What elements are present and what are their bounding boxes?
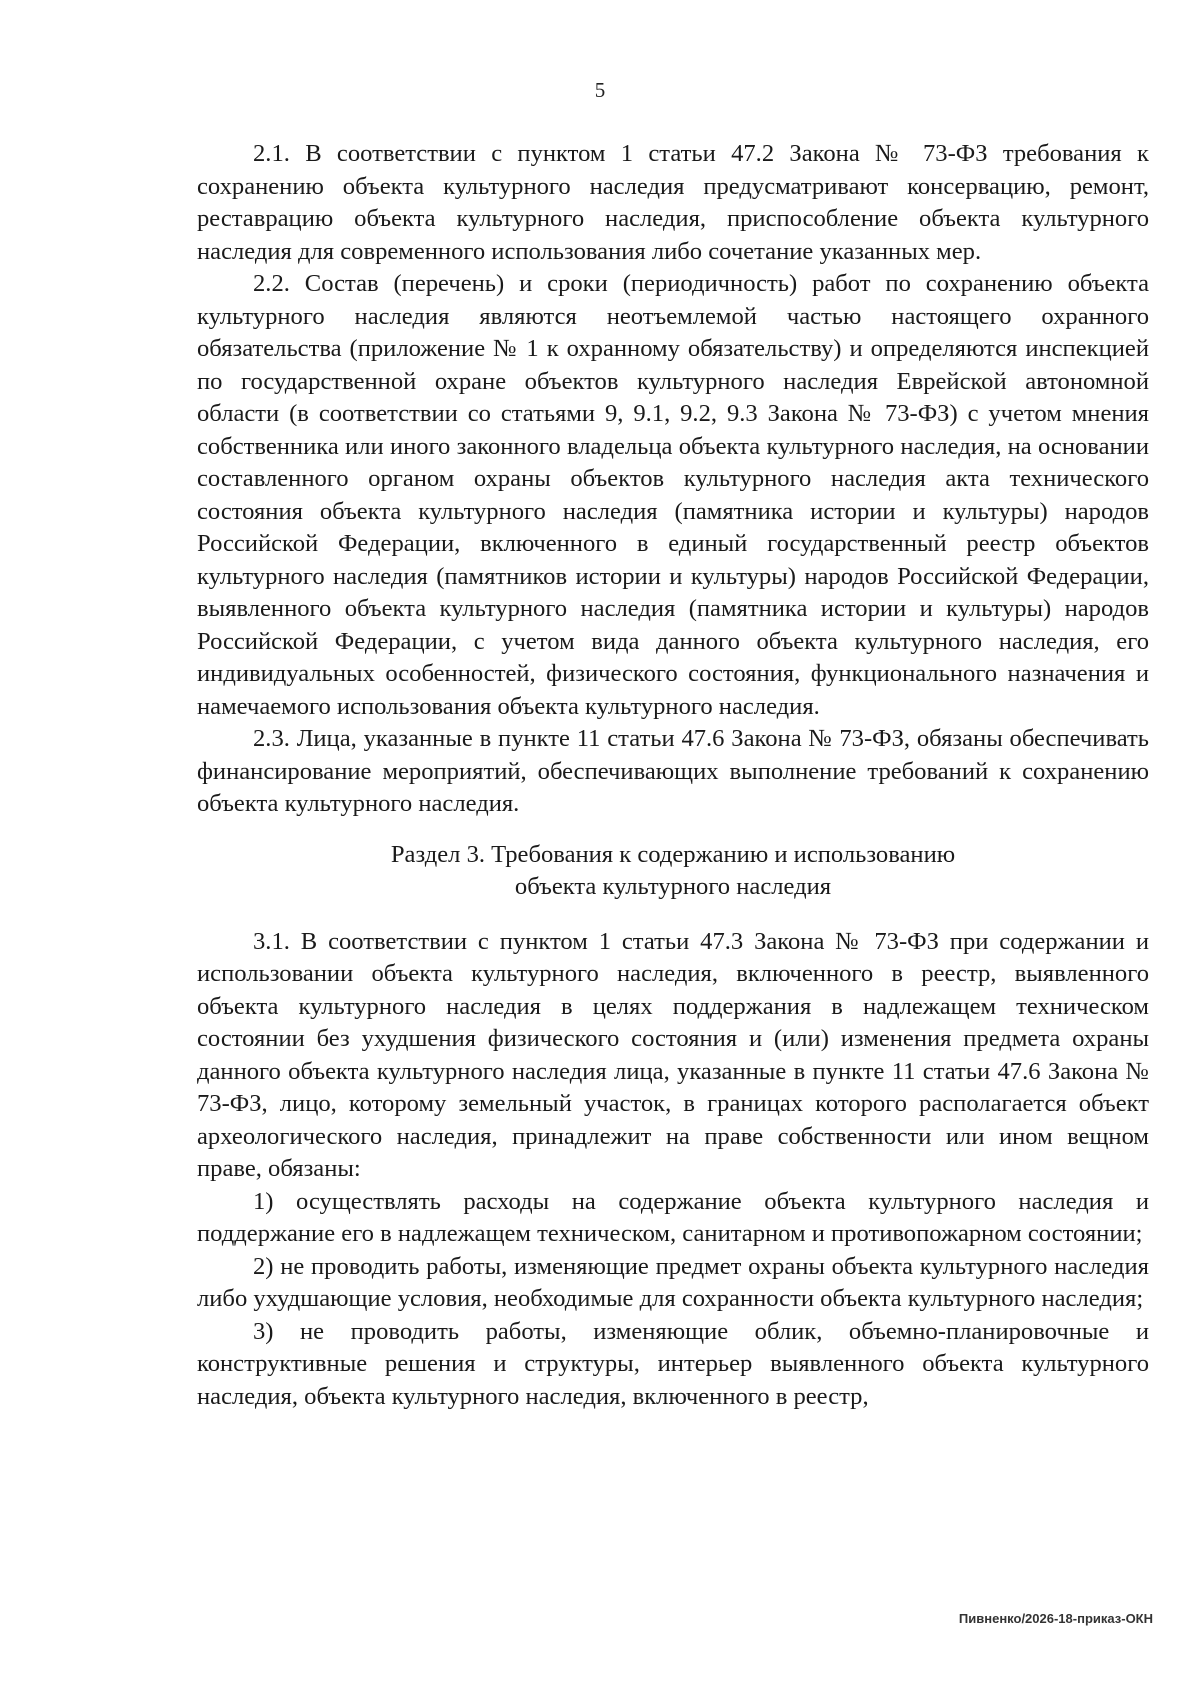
- section-heading-line-1: Раздел 3. Требования к содержанию и использованию: [390, 840, 956, 868]
- paragraph-2-3: 2.3. Лица, указанные в пункте 11 статьи 47.6 Закона № 73-ФЗ, обязаны обеспечивать финансирование мероприятий, обеспечивающих выполнение требований к сохранению объекта культурного наследия.: [197, 725, 1149, 817]
- page-number: 5: [594, 78, 606, 102]
- document-code-footer: Пивненко/2026-18-приказ-ОКН: [958, 1611, 1153, 1626]
- paragraph-2-2: 2.2. Состав (перечень) и сроки (периодичность) работ по сохранению объекта культурного наследия являются неотъемлемой частью настоящего охранного обязательства (приложение № 1 к охранному обязательству) и определяются инспекцией по государственной охране объектов культурного наследия Еврейской автономной области (в соответствии со статьями 9, 9.1, 9.2, 9.3 Закона № 73-ФЗ) с учетом мнения собственника или иного законного владельца объекта культурного наследия, на основании составленного органом охраны объектов культурного наследия акта технического состояния объекта культурного наследия (памятника истории и культуры) народов Российской Федерации, включенного в единый государственный реестр объектов культурного наследия (памятников истории и культуры) народов Российской Федерации, выявленного объекта культурного наследия (памятника истории и культуры) народов Российской Федерации, с учетом вида данного объекта культурного наследия, его индивидуальных особенностей, физического состояния, функционального назначения и намечаемого использования объекта культурного наследия.: [197, 270, 1149, 720]
- list-item-1: 1) осуществлять расходы на содержание объекта культурного наследия и поддержание его в надлежащем техническом, санитарном и противопожарном состоянии;: [197, 1187, 1149, 1247]
- section-heading-line-2: объекта культурного наследия: [514, 873, 832, 900]
- document-body: [197, 138, 1149, 1413]
- section-3-heading: [197, 839, 1149, 904]
- paragraph-2-1: 2.1. В соответствии с пунктом 1 статьи 47.2 Закона № 73-ФЗ требования к сохранению объекта культурного наследия предусматривают консервацию, ремонт, реставрацию объекта культурного наследия, приспособление объекта культурного наследия для современного использования либо сочетание указанных мер.: [197, 140, 1149, 265]
- paragraph-3-1: 3.1. В соответствии с пунктом 1 статьи 47.3 Закона № 73-ФЗ при содержании и использовании объекта культурного наследия, включенного в реестр, выявленного объекта культурного наследия в целях поддержания в надлежащем техническом состоянии без ухудшения физического состояния и (или) изменения предмета охраны данного объекта культурного наследия лица, указанные в пункте 11 статьи 47.6 Закона № 73-ФЗ, лицо, которому земельный участок, в границах которого располагается объект археологического наследия, принадлежит на праве собственности или ином вещном праве, обязаны:: [197, 927, 1149, 1182]
- list-item-2: 2) не проводить работы, изменяющие предмет охраны объекта культурного наследия либо ухудшающие условия, необходимые для сохранности объекта культурного наследия;: [197, 1252, 1149, 1312]
- list-item-3: 3) не проводить работы, изменяющие облик, объемно-планировочные и конструктивные решения и структуры, интерьер выявленного объекта культурного наследия, объекта культурного наследия, включенного в реестр,: [197, 1317, 1149, 1410]
